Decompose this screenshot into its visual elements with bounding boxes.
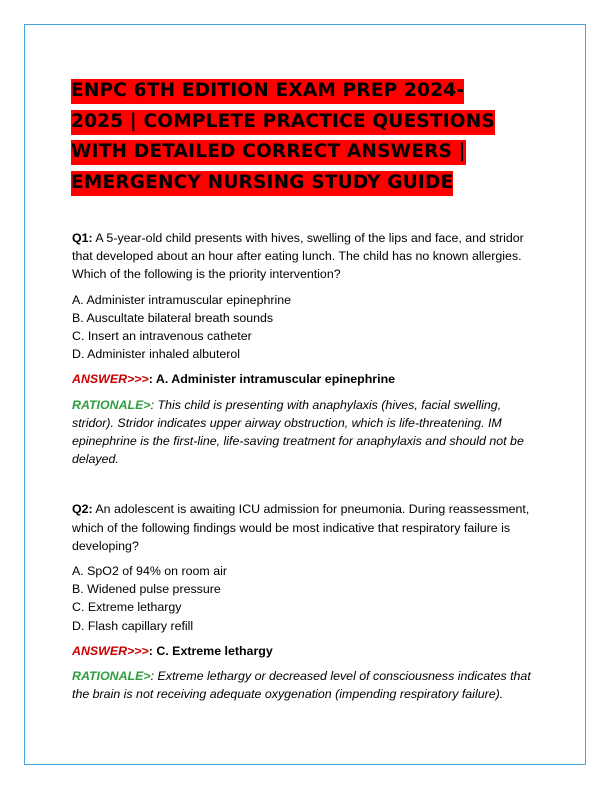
option-c: C. Extreme lethargy bbox=[72, 600, 182, 615]
rationale-text: : Extreme lethargy or decreased level of consciousness indicates that the brain is not receiving adequate oxygenation (impending respiratory failure). bbox=[72, 669, 531, 702]
option-d: D. Flash capillary refill bbox=[72, 618, 194, 633]
title-line: ENPC 6TH EDITION EXAM PREP 2024- bbox=[71, 79, 464, 104]
question-text bbox=[72, 229, 542, 284]
title-line: WITH DETAILED CORRECT ANSWERS | bbox=[71, 140, 466, 165]
question-2 bbox=[72, 500, 542, 703]
option-d: D. Administer inhaled albuterol bbox=[72, 347, 241, 362]
option-a: A. SpO2 of 94% on room air bbox=[72, 564, 227, 579]
rationale bbox=[72, 667, 542, 703]
title-line: EMERGENCY NURSING STUDY GUIDE bbox=[71, 171, 453, 196]
question-text bbox=[72, 500, 542, 555]
answer-value: : C. Extreme lethargy bbox=[148, 643, 273, 658]
document-title bbox=[71, 76, 531, 198]
option-c: C. Insert an intravenous catheter bbox=[72, 329, 252, 344]
question-1 bbox=[72, 229, 542, 468]
answer-value: : A. Administer intramuscular epinephrine bbox=[148, 372, 396, 387]
answer-line bbox=[72, 642, 542, 660]
option-b: B. Widened pulse pressure bbox=[72, 582, 221, 597]
answer-options bbox=[72, 562, 542, 635]
rationale-key-label: RATIONALE> bbox=[72, 669, 151, 684]
question-body: An adolescent is awaiting ICU admission for pneumonia. During reassessment, which of the following findings would be most indicative that respiratory failure is developing? bbox=[72, 502, 530, 553]
question-label: Q2: bbox=[72, 502, 93, 517]
answer-key-label: ANSWER>>> bbox=[72, 643, 149, 658]
answer-options bbox=[72, 291, 542, 364]
option-b: B. Auscultate bilateral breath sounds bbox=[72, 310, 274, 325]
rationale-text: : This child is presenting with anaphylaxis (hives, facial swelling, stridor). Stridor indicates upper airway obstruction, which is life-threatening. IM epinephrine is the first-line, life-saving treatment for anaphylaxis and should not be delayed. bbox=[72, 397, 524, 467]
option-a: A. Administer intramuscular epinephrine bbox=[72, 292, 292, 307]
question-body: A 5-year-old child presents with hives, swelling of the lips and face, and stridor that developed about an hour after eating lunch. The child has no known allergies. Which of the following is the priority intervention? bbox=[72, 231, 524, 282]
document-body bbox=[72, 229, 542, 703]
rationale-key-label: RATIONALE> bbox=[72, 397, 151, 412]
question-label: Q1: bbox=[72, 231, 93, 245]
title-line: 2025 | COMPLETE PRACTICE QUESTIONS bbox=[71, 110, 495, 135]
rationale bbox=[72, 396, 542, 469]
answer-key-label: ANSWER>>> bbox=[72, 372, 149, 387]
spacer bbox=[72, 468, 542, 500]
answer-line bbox=[72, 370, 542, 388]
